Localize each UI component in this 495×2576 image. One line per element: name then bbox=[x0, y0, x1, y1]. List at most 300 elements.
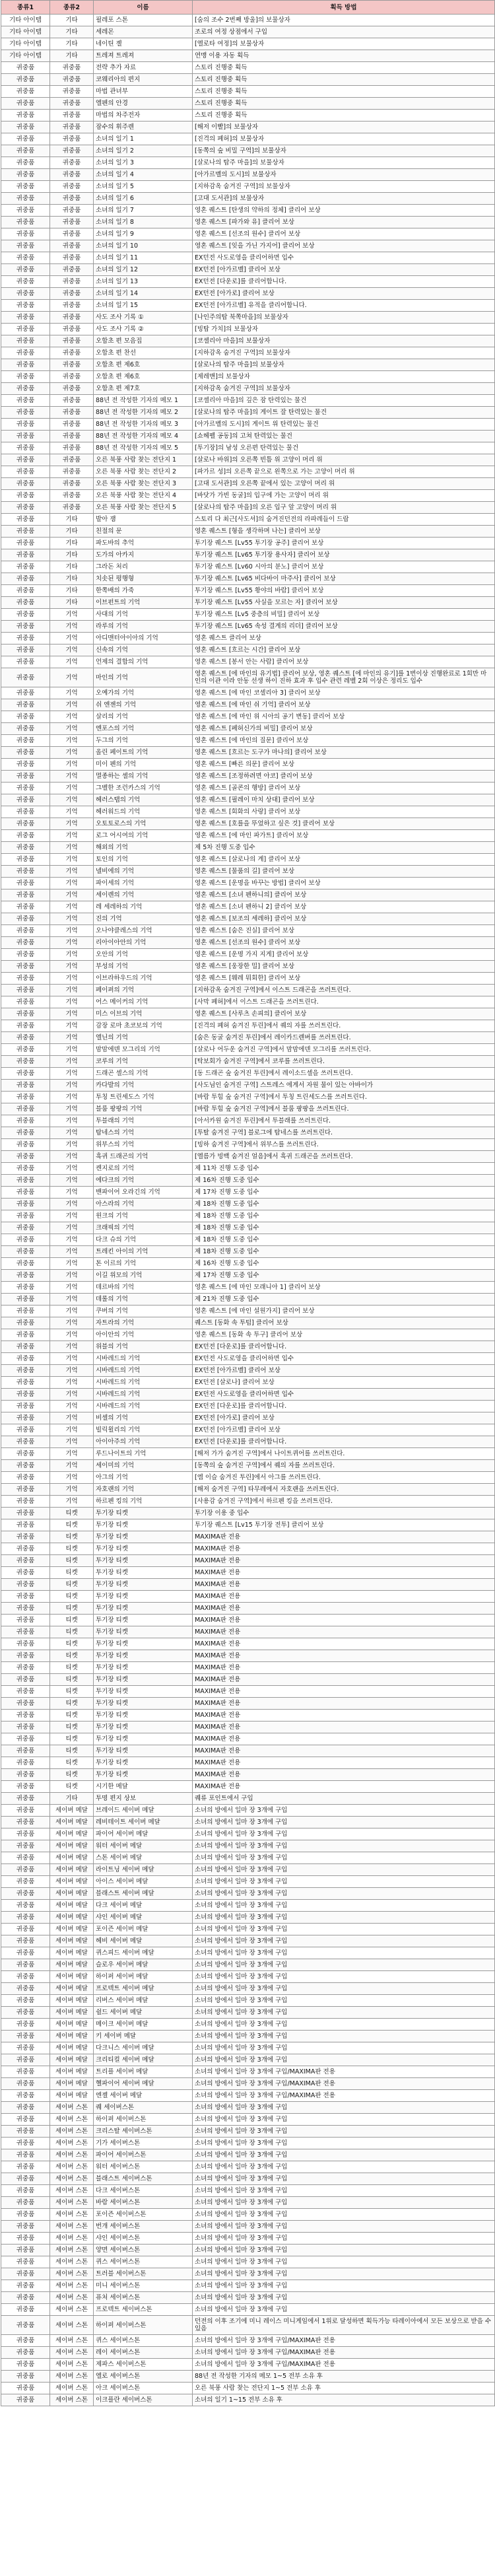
table-row bbox=[1, 1579, 495, 1591]
item-name-cell: 다크 세이버 메달 bbox=[94, 1900, 193, 1912]
item-name-cell: 밴파이어 오라긴의 기억 bbox=[94, 1187, 193, 1199]
table-row bbox=[1, 1947, 495, 1959]
acquire-method-cell: 스토리 진행중 획득 bbox=[193, 74, 495, 86]
item-name-cell: 다크니스 세이버 메달 bbox=[94, 2042, 193, 2054]
category1-cell: 귀중품 bbox=[1, 276, 50, 288]
acquire-method-cell: 소녀의 방에서 일마 장 3개에 구입 bbox=[193, 1888, 495, 1900]
item-name-cell: 어스 메이커의 기억 bbox=[94, 996, 193, 1008]
item-name-cell: 소녀의 일기 15 bbox=[94, 300, 193, 312]
acquire-method-cell: MAXIMA판 전용 bbox=[193, 1650, 495, 1662]
category2-cell: 기억 bbox=[50, 1008, 94, 1020]
category1-cell: 귀중품 bbox=[1, 395, 50, 407]
item-name-cell: 다크 세이버스톤 bbox=[94, 2185, 193, 2197]
category2-cell: 기억 bbox=[50, 961, 94, 973]
category1-cell: 귀중품 bbox=[1, 347, 50, 359]
item-name-cell: 오안의 기억 bbox=[94, 949, 193, 961]
item-name-cell: 전략 추가 자료 bbox=[94, 62, 193, 74]
category1-cell: 귀중품 bbox=[1, 2335, 50, 2347]
item-name-cell: 블래스트 세이버스톤 bbox=[94, 2173, 193, 2185]
category2-cell: 세이버 스톤 bbox=[50, 2233, 94, 2245]
table-row bbox=[1, 1234, 495, 1246]
acquire-method-cell: 영혼 퀘스트 [봉서 안는 사람] 클리어 보상 bbox=[193, 656, 495, 668]
category2-cell: 기억 bbox=[50, 1044, 94, 1056]
item-name-cell: 투기장 티켓 bbox=[94, 1757, 193, 1769]
category1-cell: 귀중품 bbox=[1, 621, 50, 633]
table-row bbox=[1, 1543, 495, 1555]
acquire-method-cell: 소녀의 방에서 일마 장 3개에 구입 bbox=[193, 1817, 495, 1828]
category2-cell: 기타 bbox=[50, 15, 94, 26]
acquire-method-cell: 투기장 퀘스트 [Lv5 중층의 비밀] 클리어 보상 bbox=[193, 609, 495, 621]
item-name-cell: 프로텍트 세이버스톤 bbox=[94, 2304, 193, 2316]
item-name-cell: 크리스탈 세이버스톤 bbox=[94, 2126, 193, 2138]
item-name-cell: 루드나이트의 기억 bbox=[94, 1448, 193, 1460]
acquire-method-cell: [진격의 폐허 숨겨진 투린]에서 퀘의 자를 쓰러트린다. bbox=[193, 1020, 495, 1032]
acquire-method-cell: 제 17차 진행 도중 입수 bbox=[193, 1187, 495, 1199]
category1-cell: 귀중품 bbox=[1, 2209, 50, 2221]
item-name-cell: 아그의 기억 bbox=[94, 1472, 193, 1484]
category2-cell: 기억 bbox=[50, 1163, 94, 1175]
category1-cell: 귀중품 bbox=[1, 2042, 50, 2054]
table-row bbox=[1, 514, 495, 526]
category2-cell: 세이버 메달 bbox=[50, 2066, 94, 2078]
acquire-method-cell: 제 17차 진행 도중 입수 bbox=[193, 1270, 495, 1282]
item-name-cell: 투기장 티켓 bbox=[94, 1626, 193, 1638]
category1-cell: 귀중품 bbox=[1, 62, 50, 74]
acquire-method-cell: 소녀의 방에서 일마 장 3개에 구입 bbox=[193, 2173, 495, 2185]
item-name-cell: 투기장 티켓 bbox=[94, 1662, 193, 1674]
acquire-method-cell: 소녀의 방에서 일마 장 3개에 구입 bbox=[193, 2138, 495, 2149]
item-name-cell: 이크플란 세이버스톤 bbox=[94, 2394, 193, 2406]
table-row bbox=[1, 735, 495, 747]
item-name-cell: 쉬 엔젠의 기억 bbox=[94, 699, 193, 711]
item-name-cell: 이길 위모의 기억 bbox=[94, 1270, 193, 1282]
acquire-method-cell: MAXIMA판 전용 bbox=[193, 1733, 495, 1745]
table-row bbox=[1, 1971, 495, 1983]
category2-cell: 귀중품 bbox=[50, 98, 94, 110]
item-name-cell: 윈크의 기억 bbox=[94, 1210, 193, 1222]
category2-cell: 세이버 메달 bbox=[50, 2019, 94, 2031]
category1-cell: 귀중품 bbox=[1, 1638, 50, 1650]
item-name-cell: 필레포 스톤 bbox=[94, 15, 193, 26]
table-row bbox=[1, 2280, 495, 2292]
category2-cell: 세이버 스톤 bbox=[50, 2185, 94, 2197]
table-row bbox=[1, 2335, 495, 2347]
category2-cell: 세이버 스톤 bbox=[50, 2221, 94, 2233]
acquire-method-cell: MAXIMA판 전용 bbox=[193, 1781, 495, 1793]
table-row bbox=[1, 50, 495, 62]
category1-cell: 귀중품 bbox=[1, 1769, 50, 1781]
acquire-method-cell: 소녀의 방에서 일마 장 3개에 구입 bbox=[193, 2149, 495, 2161]
acquire-method-cell: 영혼 퀘스트 [에 마인 파가트] 클리어 보상 bbox=[193, 830, 495, 842]
acquire-method-cell: 소녀의 방에서 일마 장 3개에 구입/MAXIMA판 전용 bbox=[193, 2347, 495, 2359]
acquire-method-cell: EX던전 [아가르벨] 클리어 보상 bbox=[193, 264, 495, 276]
category2-cell: 귀중품 bbox=[50, 300, 94, 312]
acquire-method-cell: [고대 도서관]의 보물상자 bbox=[193, 193, 495, 205]
table-row bbox=[1, 1757, 495, 1769]
item-name-cell: 소녀의 일기 14 bbox=[94, 288, 193, 300]
category1-cell: 귀중품 bbox=[1, 1103, 50, 1115]
item-name-cell: 진의 기억 bbox=[94, 913, 193, 925]
header-method: 획득 방법 bbox=[193, 1, 495, 15]
table-row bbox=[1, 157, 495, 169]
acquire-method-cell: 소녀의 방에서 일마 장 3개에 구입 bbox=[193, 2031, 495, 2042]
category1-cell: 귀중품 bbox=[1, 1781, 50, 1793]
category1-cell: 귀중품 bbox=[1, 1472, 50, 1484]
category2-cell: 티켓 bbox=[50, 1591, 94, 1603]
category2-cell: 세이버 스톤 bbox=[50, 2173, 94, 2185]
category2-cell: 기억 bbox=[50, 949, 94, 961]
category1-cell: 귀중품 bbox=[1, 2019, 50, 2031]
table-row bbox=[1, 2042, 495, 2054]
acquire-method-cell: MAXIMA판 전용 bbox=[193, 1591, 495, 1603]
category1-cell: 귀중품 bbox=[1, 1484, 50, 1496]
table-row bbox=[1, 1139, 495, 1151]
table-row bbox=[1, 2102, 495, 2114]
item-name-cell: 소녀의 일기 6 bbox=[94, 193, 193, 205]
category1-cell: 귀중품 bbox=[1, 1626, 50, 1638]
category2-cell: 기타 bbox=[50, 573, 94, 585]
item-name-cell: 샤인 세이버 메달 bbox=[94, 1912, 193, 1924]
table-row bbox=[1, 2292, 495, 2304]
category2-cell: 기억 bbox=[50, 1234, 94, 1246]
item-name-cell: 코웨리아의 편지 bbox=[94, 74, 193, 86]
table-row bbox=[1, 2221, 495, 2233]
category1-cell: 귀중품 bbox=[1, 122, 50, 133]
category2-cell: 세이버 스톤 bbox=[50, 2394, 94, 2406]
category2-cell: 기억 bbox=[50, 711, 94, 723]
table-row bbox=[1, 1781, 495, 1793]
category1-cell: 귀중품 bbox=[1, 794, 50, 806]
table-row bbox=[1, 2007, 495, 2019]
table-row bbox=[1, 2126, 495, 2138]
category1-cell: 귀중품 bbox=[1, 2054, 50, 2066]
category1-cell: 귀중품 bbox=[1, 1508, 50, 1519]
acquire-method-cell: 88년 전 작성한 기자의 메모 1~5 전부 소유 후 bbox=[193, 2371, 495, 2383]
acquire-method-cell: 소녀의 방에서 일마 장 3개에 구입 bbox=[193, 2019, 495, 2031]
item-name-cell: 살리의 기억 bbox=[94, 711, 193, 723]
category1-cell: 귀중품 bbox=[1, 1828, 50, 1840]
category2-cell: 세이버 스톤 bbox=[50, 2371, 94, 2383]
acquire-method-cell: 영혼 퀘스트 [회화의 사랑] 클리어 보상 bbox=[193, 806, 495, 818]
table-row bbox=[1, 985, 495, 996]
acquire-method-cell: 소녀의 방에서 일마 장 3개에 구입/MAXIMA판 전용 bbox=[193, 2078, 495, 2090]
category1-cell: 귀중품 bbox=[1, 1222, 50, 1234]
category2-cell: 기억 bbox=[50, 747, 94, 759]
acquire-method-cell: 영혼 퀘스트 [에 마인 쉬 기억] 클리어 보상 bbox=[193, 699, 495, 711]
category2-cell: 세이버 스톤 bbox=[50, 2245, 94, 2256]
acquire-method-cell: MAXIMA판 전용 bbox=[193, 1555, 495, 1567]
table-row bbox=[1, 86, 495, 98]
item-name-cell: 투기장 티켓 bbox=[94, 1543, 193, 1555]
category1-cell: 귀중품 bbox=[1, 633, 50, 644]
category1-cell: 귀중품 bbox=[1, 889, 50, 901]
category1-cell: 귀중품 bbox=[1, 157, 50, 169]
acquire-method-cell: 제 5차 진행 도중 입수 bbox=[193, 842, 495, 854]
category2-cell: 기억 bbox=[50, 1329, 94, 1341]
item-name-cell: 세이미의 기억 bbox=[94, 1460, 193, 1472]
item-name-cell: 투기장 티켓 bbox=[94, 1579, 193, 1591]
category1-cell: 귀중품 bbox=[1, 228, 50, 240]
table-row bbox=[1, 1519, 495, 1531]
table-row bbox=[1, 687, 495, 699]
category2-cell: 티켓 bbox=[50, 1567, 94, 1579]
category2-cell: 기억 bbox=[50, 818, 94, 830]
item-name-cell: 데롤의 기억 bbox=[94, 1294, 193, 1305]
category1-cell: 귀중품 bbox=[1, 1056, 50, 1068]
item-name-cell: 헤러스탭의 기억 bbox=[94, 794, 193, 806]
acquire-method-cell: 영혼 퀘스트 [흐르는 도구가 마나의] 클리어 보상 bbox=[193, 747, 495, 759]
category1-cell: 귀중품 bbox=[1, 1020, 50, 1032]
acquire-method-cell: EX던전 [아가르벨] 클리어 보상 bbox=[193, 1365, 495, 1377]
table-row bbox=[1, 1092, 495, 1103]
category2-cell: 세이버 메달 bbox=[50, 1947, 94, 1959]
category1-cell: 귀중품 bbox=[1, 1924, 50, 1935]
item-name-cell: 시바레드의 기억 bbox=[94, 1365, 193, 1377]
acquire-method-cell: 소녀의 방에서 일마 장 3개에 구입 bbox=[193, 1935, 495, 1947]
table-row bbox=[1, 1484, 495, 1496]
acquire-method-cell: [제레맨]의 보물상자 bbox=[193, 371, 495, 383]
table-row bbox=[1, 573, 495, 585]
acquire-method-cell: [아서카원 숨겨진 투린]에서 투블래를 쓰러트린다. bbox=[193, 1115, 495, 1127]
table-row bbox=[1, 1686, 495, 1698]
item-name-cell: 오합초 편 제7호 bbox=[94, 383, 193, 395]
item-name-cell: 레이 세이버스톤 bbox=[94, 2347, 193, 2359]
category1-cell: 기타 아이템 bbox=[1, 50, 50, 62]
category2-cell: 귀중품 bbox=[50, 122, 94, 133]
category1-cell: 귀중품 bbox=[1, 561, 50, 573]
item-name-cell: 바람 세이버스톤 bbox=[94, 2197, 193, 2209]
acquire-method-cell: 소녀의 방에서 일마 장 3개에 구입 bbox=[193, 2042, 495, 2054]
item-name-cell: 포이즌 세이버 메달 bbox=[94, 1924, 193, 1935]
category1-cell: 귀중품 bbox=[1, 383, 50, 395]
category2-cell: 세이버 메달 bbox=[50, 1900, 94, 1912]
item-name-cell: 탐네스의 기억 bbox=[94, 1127, 193, 1139]
acquire-method-cell: 영혼 퀘스트 [에 마인 설원가지] 클리어 보상 bbox=[193, 1305, 495, 1317]
acquire-method-cell: EX던전 [아가르벨] 클리어 보상 bbox=[193, 1424, 495, 1436]
item-name-cell: 라루의 기억 bbox=[94, 621, 193, 633]
category1-cell: 귀중품 bbox=[1, 2347, 50, 2359]
category2-cell: 귀중품 bbox=[50, 288, 94, 300]
table-row bbox=[1, 901, 495, 913]
acquire-method-cell: MAXIMA판 전용 bbox=[193, 1579, 495, 1591]
category1-cell: 귀중품 bbox=[1, 687, 50, 699]
table-row bbox=[1, 1187, 495, 1199]
table-row bbox=[1, 1329, 495, 1341]
category1-cell: 귀중품 bbox=[1, 2031, 50, 2042]
category2-cell: 귀중품 bbox=[50, 145, 94, 157]
item-name-cell: 치솟된 평행형 bbox=[94, 573, 193, 585]
category2-cell: 티켓 bbox=[50, 1733, 94, 1745]
acquire-method-cell: 소녀의 방에서 일마 장 3개에 구입 bbox=[193, 1971, 495, 1983]
category1-cell: 기타 아이템 bbox=[1, 26, 50, 38]
acquire-method-cell: 투기장 퀘스트 [Lv55 황야의 바람] 클리어 보상 bbox=[193, 585, 495, 597]
item-name-cell: 엔포스의 기억 bbox=[94, 723, 193, 735]
item-name-cell: 토인의 기억 bbox=[94, 854, 193, 866]
item-name-cell: 양면 세이버스톤 bbox=[94, 2245, 193, 2256]
category2-cell: 기억 bbox=[50, 1080, 94, 1092]
category2-cell: 기억 bbox=[50, 1151, 94, 1163]
table-row bbox=[1, 324, 495, 335]
table-row bbox=[1, 466, 495, 478]
table-row bbox=[1, 1389, 495, 1401]
item-name-cell: 멸종하는 셀의 기억 bbox=[94, 771, 193, 783]
item-name-cell: 샤인 세이버스톤 bbox=[94, 2233, 193, 2245]
category1-cell: 귀중품 bbox=[1, 145, 50, 157]
item-name-cell: 오른 북풍 사람 찾는 전단지 4 bbox=[94, 490, 193, 502]
table-row bbox=[1, 2245, 495, 2256]
acquire-method-cell: [사용감 숨겨진 구역]에서 하르펜 킹을 쓰러트린다. bbox=[193, 1496, 495, 1508]
item-name-cell: 아스라의 기억 bbox=[94, 1199, 193, 1210]
item-name-cell: 파이어 세이버 메달 bbox=[94, 1828, 193, 1840]
table-row bbox=[1, 1377, 495, 1389]
category1-cell: 귀중품 bbox=[1, 711, 50, 723]
category1-cell: 귀중품 bbox=[1, 217, 50, 228]
item-name-cell: 사도 조사 기록 ① bbox=[94, 312, 193, 324]
item-name-cell: 아디맨터아이아의 기억 bbox=[94, 633, 193, 644]
category1-cell: 귀중품 bbox=[1, 866, 50, 878]
item-name-cell: 시기한 메달 bbox=[94, 1781, 193, 1793]
category2-cell: 기억 bbox=[50, 996, 94, 1008]
acquire-method-cell: 스토리 진행중 획득 bbox=[193, 98, 495, 110]
table-header bbox=[1, 1, 495, 15]
acquire-method-cell: [해저 이빨]의 보물상자 bbox=[193, 122, 495, 133]
category1-cell: 귀중품 bbox=[1, 597, 50, 609]
category2-cell: 기억 bbox=[50, 1412, 94, 1424]
category2-cell: 기억 bbox=[50, 1270, 94, 1282]
category2-cell: 기억 bbox=[50, 913, 94, 925]
item-name-cell: 쉴드 세이버 메달 bbox=[94, 2007, 193, 2019]
acquire-method-cell: [숨의 조수 2번째 방울]의 보물상자 bbox=[193, 15, 495, 26]
item-name-cell: 마인의 기억 bbox=[94, 668, 193, 687]
category2-cell: 세이버 스톤 bbox=[50, 2138, 94, 2149]
item-name-cell: 리아이아안의 기억 bbox=[94, 937, 193, 949]
category2-cell: 세이버 메달 bbox=[50, 1924, 94, 1935]
item-name-cell: 도가의 아카지 bbox=[94, 549, 193, 561]
category2-cell: 티켓 bbox=[50, 1615, 94, 1626]
category2-cell: 기억 bbox=[50, 1496, 94, 1508]
category2-cell: 티켓 bbox=[50, 1626, 94, 1638]
table-row bbox=[1, 288, 495, 300]
category2-cell: 기억 bbox=[50, 1305, 94, 1317]
table-row bbox=[1, 1555, 495, 1567]
acquire-method-cell: 소녀의 방에서 일마 장 3개에 구입 bbox=[193, 2304, 495, 2316]
category1-cell: 귀중품 bbox=[1, 2383, 50, 2394]
category1-cell: 귀중품 bbox=[1, 2066, 50, 2078]
category2-cell: 귀중품 bbox=[50, 431, 94, 442]
table-row bbox=[1, 1068, 495, 1080]
table-row bbox=[1, 1864, 495, 1876]
category2-cell: 귀중품 bbox=[50, 193, 94, 205]
table-body bbox=[1, 15, 495, 2406]
table-row bbox=[1, 818, 495, 830]
category2-cell: 귀중품 bbox=[50, 407, 94, 419]
category1-cell: 귀중품 bbox=[1, 2149, 50, 2161]
category1-cell: 귀중품 bbox=[1, 288, 50, 300]
acquire-method-cell: 소녀의 방에서 일마 장 3개에 구입 bbox=[193, 1840, 495, 1852]
category1-cell: 귀중품 bbox=[1, 1377, 50, 1389]
category1-cell: 귀중품 bbox=[1, 901, 50, 913]
item-name-cell: 퀴스피드 세이버 메달 bbox=[94, 1947, 193, 1959]
item-name-cell: 트리플 세이버 메달 bbox=[94, 2066, 193, 2078]
category1-cell: 귀중품 bbox=[1, 312, 50, 324]
acquire-method-cell: 영혼 퀘스트 [골콘의 행방] 클리어 보상 bbox=[193, 783, 495, 794]
category1-cell: 귀중품 bbox=[1, 1496, 50, 1508]
category2-cell: 귀중품 bbox=[50, 359, 94, 371]
category2-cell: 기억 bbox=[50, 973, 94, 985]
acquire-method-cell: 소녀의 방에서 일마 장 3개에 구입 bbox=[193, 2245, 495, 2256]
table-row bbox=[1, 1008, 495, 1020]
item-name-cell: 오나야클레스의 기억 bbox=[94, 925, 193, 937]
table-row bbox=[1, 2256, 495, 2268]
category1-cell: 귀중품 bbox=[1, 2197, 50, 2209]
table-row bbox=[1, 1460, 495, 1472]
acquire-method-cell: 스토리 진행중 획득 bbox=[193, 86, 495, 98]
acquire-method-cell: MAXIMA판 전용 bbox=[193, 1638, 495, 1650]
item-name-cell: 헤러워드의 기억 bbox=[94, 806, 193, 818]
table-row bbox=[1, 169, 495, 181]
item-name-cell: 워터 세이버 메달 bbox=[94, 1840, 193, 1852]
table-row bbox=[1, 193, 495, 205]
table-row bbox=[1, 240, 495, 252]
table-row bbox=[1, 2304, 495, 2316]
category2-cell: 기억 bbox=[50, 759, 94, 771]
category1-cell: 귀중품 bbox=[1, 2268, 50, 2280]
category1-cell: 귀중품 bbox=[1, 2078, 50, 2090]
acquire-method-cell: EX던전 [다운로]를 클리어합니다. bbox=[193, 276, 495, 288]
acquire-method-cell: 던전의 이후 조기에 미니 레이스 미니게임에서 1위로 달성하면 획득가능 타레이아에서 모든 보상으로 받을 수 있음 bbox=[193, 2316, 495, 2335]
acquire-method-cell: 투기장 퀘스트 [Lv15 투기장 전투] 클리어 보상 bbox=[193, 1519, 495, 1531]
category2-cell: 귀중품 bbox=[50, 478, 94, 490]
table-row bbox=[1, 1567, 495, 1579]
acquire-method-cell: 영혼 퀘스트 [웅장한 밀] 클리어 보상 bbox=[193, 961, 495, 973]
category1-cell: 귀중품 bbox=[1, 961, 50, 973]
table-row bbox=[1, 1056, 495, 1068]
table-row bbox=[1, 1412, 495, 1424]
item-name-cell: 소녀의 일기 3 bbox=[94, 157, 193, 169]
category1-cell: 귀중품 bbox=[1, 442, 50, 454]
table-row bbox=[1, 110, 495, 122]
category1-cell: 귀중품 bbox=[1, 723, 50, 735]
acquire-method-cell: 소녀의 방에서 일마 장 3개에 구입 bbox=[193, 1828, 495, 1840]
category1-cell: 귀중품 bbox=[1, 644, 50, 656]
table-row bbox=[1, 2316, 495, 2335]
table-row bbox=[1, 973, 495, 985]
category2-cell: 귀중품 bbox=[50, 454, 94, 466]
acquire-method-cell: [지하감옥 숨겨진 구역]의 보물상자 bbox=[193, 347, 495, 359]
acquire-method-cell: 스토리 진행중 획득 bbox=[193, 110, 495, 122]
category2-cell: 기억 bbox=[50, 985, 94, 996]
category1-cell: 귀중품 bbox=[1, 98, 50, 110]
category2-cell: 귀중품 bbox=[50, 312, 94, 324]
table-row bbox=[1, 609, 495, 621]
category1-cell: 귀중품 bbox=[1, 1199, 50, 1210]
acquire-method-cell: 영혼 퀘스트 [소녀 펜하니 2] 클리어 보상 bbox=[193, 901, 495, 913]
acquire-method-cell: [빙하 숨겨진 구역]에서 위부스를 쓰러트린다. bbox=[193, 1139, 495, 1151]
acquire-method-cell: MAXIMA판 전용 bbox=[193, 1603, 495, 1615]
table-row bbox=[1, 1115, 495, 1127]
table-row bbox=[1, 771, 495, 783]
category2-cell: 귀중품 bbox=[50, 181, 94, 193]
category2-cell: 기타 bbox=[50, 549, 94, 561]
category2-cell: 세이버 메달 bbox=[50, 2042, 94, 2054]
acquire-method-cell: 제 21차 진행 도중 입수 bbox=[193, 1294, 495, 1305]
table-row bbox=[1, 621, 495, 633]
item-name-cell: 소녀의 일기 4 bbox=[94, 169, 193, 181]
category2-cell: 세이버 스톤 bbox=[50, 2304, 94, 2316]
table-row bbox=[1, 723, 495, 735]
item-name-cell: 88년 전 작성한 기자의 메모 3 bbox=[94, 419, 193, 431]
table-row bbox=[1, 1959, 495, 1971]
